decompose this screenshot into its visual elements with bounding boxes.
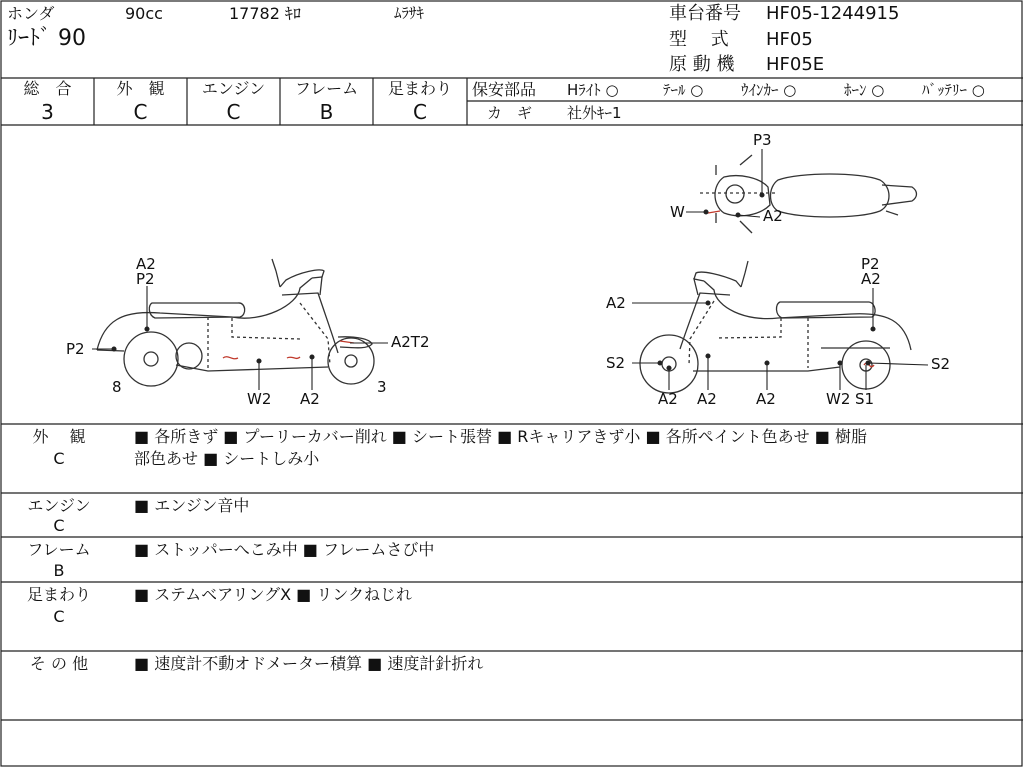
damage-label: A2 [697,390,717,408]
type-value: HF05 [766,29,813,50]
grade-value: C [226,100,241,124]
safety-label: 保安部品 [472,80,537,99]
engine-value: HF05E [766,54,825,75]
safety-headlight: Hﾗｲﾄ ○ [567,81,619,99]
damage-label: S2 [606,354,626,372]
color: ﾑﾗｻｷ [394,4,425,22]
chassis-value: HF05-1244915 [766,3,900,24]
remark-label: フレーム [27,540,91,559]
remark-text: ■ 速度計不動オドメーター積算 ■ 速度計針折れ [134,654,484,673]
grade-value: C [413,100,427,124]
grade-label: 足まわり [387,79,452,98]
remark-grade: C [53,607,65,626]
damage-label: S1 [855,390,875,408]
damage-label: A2 [136,255,156,273]
key-value: 社外ｷｰ1 [567,104,622,122]
remark-grade: C [53,449,65,468]
damage-label: P2 [136,270,155,288]
maker-name: ホンダ [7,4,55,23]
remark-label: エンジン [27,496,91,515]
damage-label: A2 [756,390,776,408]
top-view [700,155,917,233]
damage-label: P2 [66,340,85,358]
chassis-label: 車台番号 [669,3,741,24]
damage-label: P3 [753,131,772,149]
grade-label: フレーム [294,79,359,98]
remark-text: ■ 各所きず ■ プーリーカバー削れ ■ シート張替 ■ Rキャリアきず小 ■ 各所ペイント色あせ ■ 樹脂 [134,427,867,446]
mileage: 17782 ｷﾛ [229,4,301,23]
grade-value: C [133,100,148,124]
engine-label: 原 動 機 [669,54,735,75]
displacement: 90cc [125,4,163,23]
damage-label: W2 [826,390,851,408]
damage-label: A2 [300,390,320,408]
safety-horn: ﾎｰﾝ ○ [844,81,885,99]
damage-label: A2 [861,270,881,288]
safety-winker: ｳｲﾝｶｰ ○ [741,81,797,99]
damage-label: A2 [763,207,783,225]
grade-label: 総 合 [23,79,72,98]
damage-label: W [670,203,685,221]
remark-grade: B [53,561,65,580]
damage-label: P2 [861,255,880,273]
remark-label: 足まわり [26,585,91,604]
damage-label: 8 [112,378,122,396]
type-label: 型 式 [669,29,729,50]
grade-value: 3 [41,100,54,124]
grade-label: エンジン [201,79,266,98]
safety-taillight: ﾃｰﾙ ○ [663,81,704,99]
damage-label: A2T2 [391,333,430,351]
grade-label: 外 観 [116,79,165,98]
damage-label: A2 [658,390,678,408]
damage-label: 3 [377,378,387,396]
remark-label: そ の 他 [29,654,89,673]
remark-text: ■ ステムベアリングX ■ リンクねじれ [134,585,413,604]
key-label: カ ギ [487,104,533,122]
damage-label: W2 [247,390,272,408]
grade-value: B [319,100,334,124]
damage-label: A2 [606,294,626,312]
remark-text: ■ ストッパーへこみ中 ■ フレームさび中 [134,540,435,559]
damage-label: S2 [931,355,951,373]
remark-grade: C [53,516,65,535]
remark-text: ■ エンジン音中 [134,496,250,515]
remark-label: 外 観 [32,427,86,446]
model-name: ﾘｰﾄﾞ 90 [7,26,86,51]
safety-battery: ﾊﾞｯﾃﾘｰ ○ [922,81,985,99]
remark-text-line2: 部色あせ ■ シートしみ小 [134,449,320,468]
